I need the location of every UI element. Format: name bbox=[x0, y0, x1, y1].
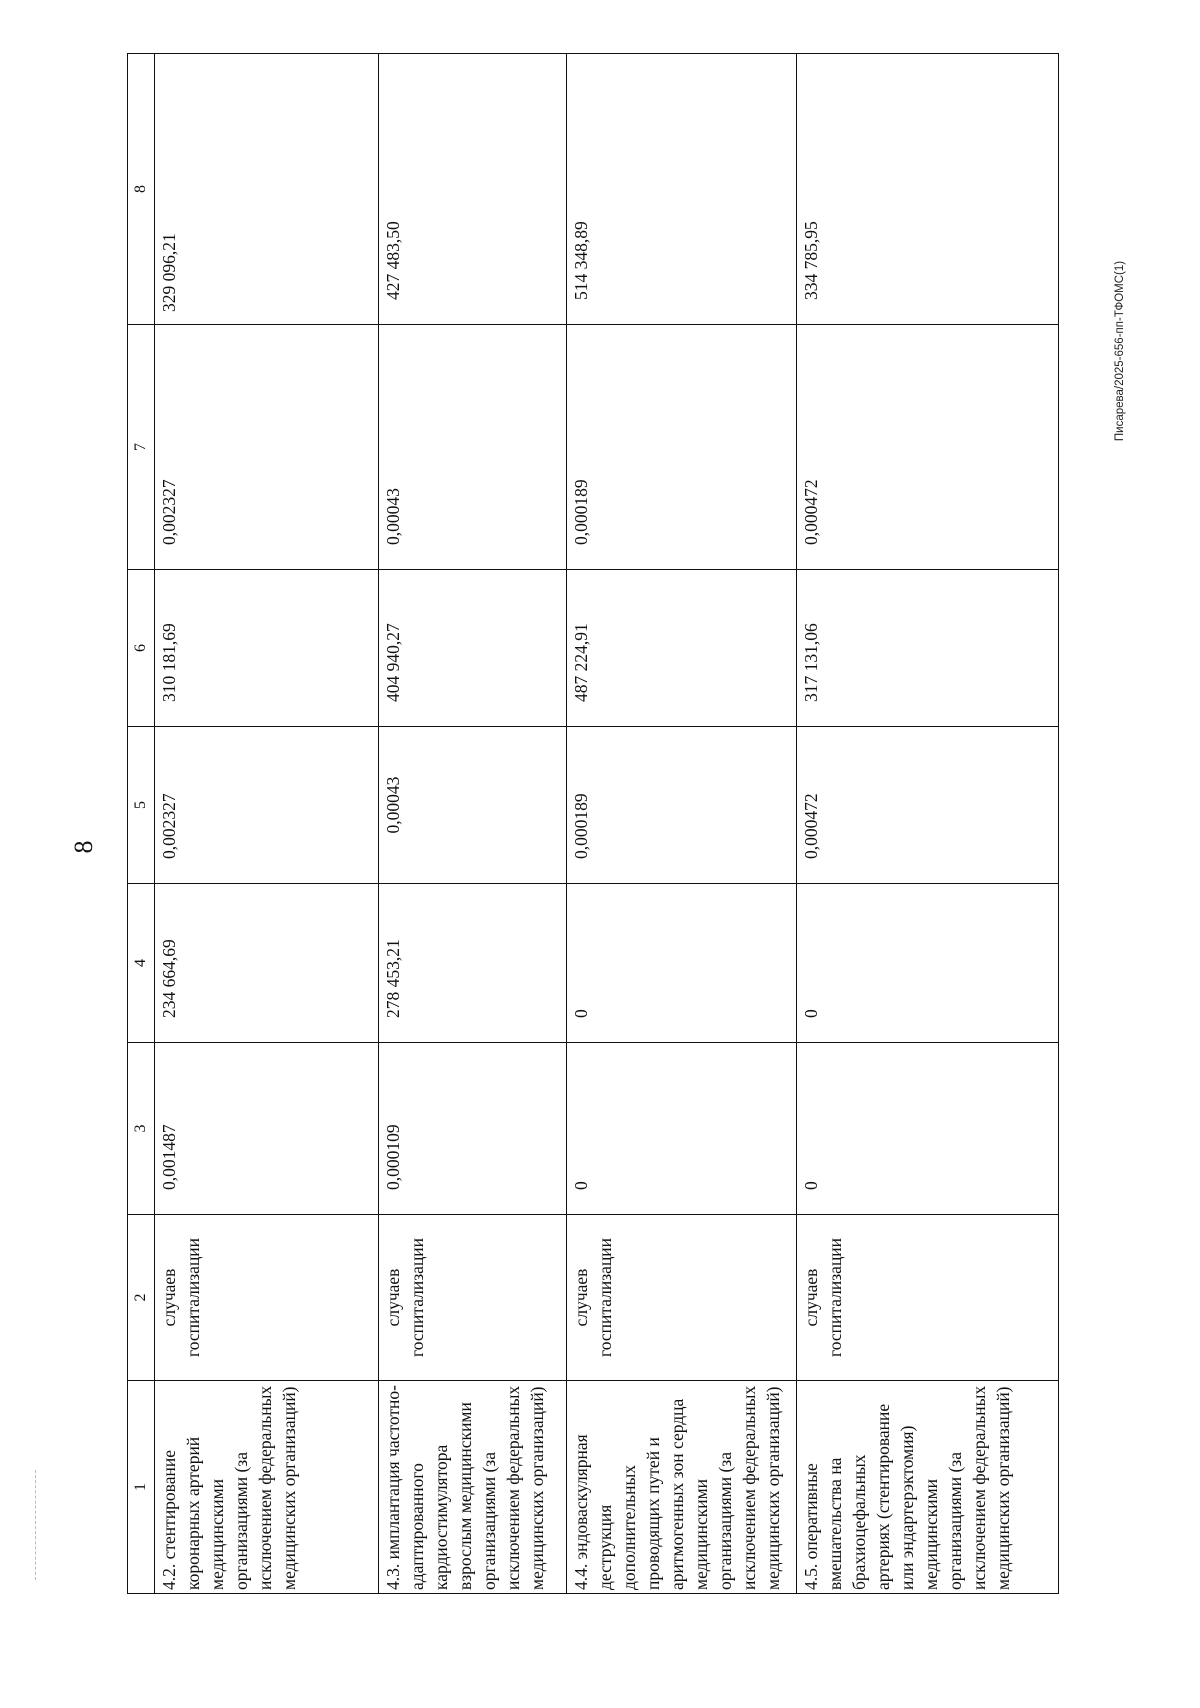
row-value-4: 0 bbox=[567, 884, 797, 1043]
row-value-6: 317 131,06 bbox=[797, 570, 1059, 727]
row-value-4: 234 664,69 bbox=[155, 884, 379, 1043]
row-value-8: 329 096,21 bbox=[155, 54, 379, 325]
row-value-3: 0 bbox=[567, 1043, 797, 1215]
row-value-5: 0,00043 bbox=[379, 727, 567, 884]
row-description: 4.5. оперативные вмешательства на брахиоцефальных артериях (стентирование или эндартерэктомия) медицинскими организациями (за исключением федеральных медицинских организаций) bbox=[797, 1381, 1059, 1594]
page-number: 8 bbox=[69, 840, 98, 854]
data-table bbox=[127, 53, 1059, 1594]
row-value-5: 0,000472 bbox=[797, 727, 1059, 884]
row-value-8: 427 483,50 bbox=[379, 54, 567, 325]
header-col-1: 1 bbox=[128, 1381, 155, 1594]
header-col-7: 7 bbox=[128, 325, 155, 570]
row-value-3: 0,000109 bbox=[379, 1043, 567, 1215]
header-row bbox=[128, 54, 155, 1594]
row-value-6: 487 224,91 bbox=[567, 570, 797, 727]
row-value-8: 514 348,89 bbox=[567, 54, 797, 325]
header-col-5: 5 bbox=[128, 727, 155, 884]
row-value-4: 0 bbox=[797, 884, 1059, 1043]
header-col-6: 6 bbox=[128, 570, 155, 727]
header-col-8: 8 bbox=[128, 54, 155, 325]
row-value-7: 0,000472 bbox=[797, 325, 1059, 570]
row-value-6: 404 940,27 bbox=[379, 570, 567, 727]
row-value-3: 0,001487 bbox=[155, 1043, 379, 1215]
data-table-container bbox=[127, 54, 1057, 1594]
row-description: 4.3. имплантация частотно-адаптированного кардиостимулятора взрослым медицинскими организациями (за исключением федеральных медицинских организаций) bbox=[379, 1381, 567, 1594]
row-value-7: 0,002327 bbox=[155, 325, 379, 570]
table-row bbox=[797, 54, 1059, 1594]
header-col-2: 2 bbox=[128, 1215, 155, 1381]
row-unit: случаев госпитализации bbox=[155, 1215, 379, 1381]
row-value-5: 0,000189 bbox=[567, 727, 797, 884]
row-value-3: 0 bbox=[797, 1043, 1059, 1215]
row-description: 4.4. эндоваскулярная деструкция дополнительных проводящих путей и аритмогенных зон сердца медицинскими организациями (за исключением федеральных медицинских организаций) bbox=[567, 1381, 797, 1594]
header-col-3: 3 bbox=[128, 1043, 155, 1215]
row-unit: случаев госпитализации bbox=[567, 1215, 797, 1381]
row-value-8: 334 785,95 bbox=[797, 54, 1059, 325]
margin-marks bbox=[35, 1470, 38, 1580]
table-row bbox=[567, 54, 797, 1594]
row-unit: случаев госпитализации bbox=[797, 1215, 1059, 1381]
row-value-6: 310 181,69 bbox=[155, 570, 379, 727]
row-value-5: 0,002327 bbox=[155, 727, 379, 884]
header-col-4: 4 bbox=[128, 884, 155, 1043]
footer-stamp: Писарева/2025-656-пп-ТФОМС(1) bbox=[1114, 260, 1126, 442]
table-row bbox=[379, 54, 567, 1594]
row-value-7: 0,000189 bbox=[567, 325, 797, 570]
table-row bbox=[155, 54, 379, 1594]
row-unit: случаев госпитализации bbox=[379, 1215, 567, 1381]
row-value-4: 278 453,21 bbox=[379, 884, 567, 1043]
row-description: 4.2. стентирование коронарных артерий медицинскими организациями (за исключением федеральных медицинских организаций) bbox=[155, 1381, 379, 1594]
row-value-7: 0,00043 bbox=[379, 325, 567, 570]
